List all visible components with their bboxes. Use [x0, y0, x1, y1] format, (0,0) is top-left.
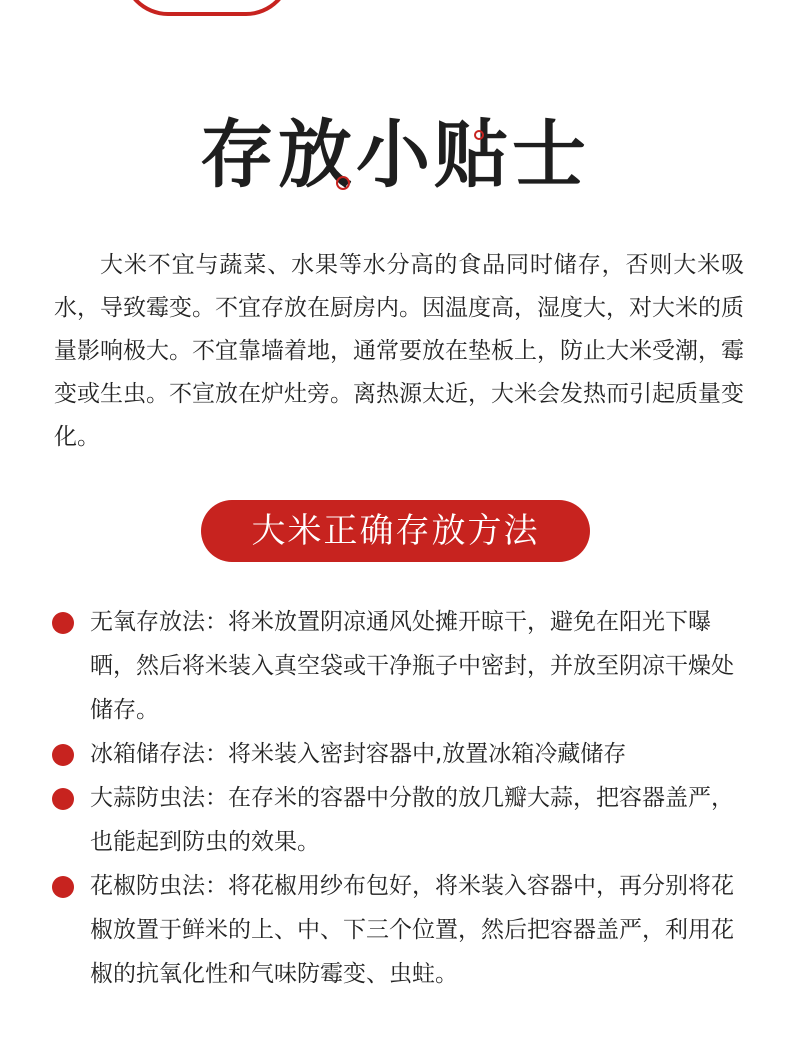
- list-item: [52, 600, 752, 732]
- method-text: 冰箱储存法：将米装入密封容器中,放置冰箱冷藏储存: [90, 741, 627, 767]
- bowl-ornament-icon: [122, 0, 292, 16]
- list-item: [52, 864, 752, 996]
- red-dot-icon: [52, 788, 74, 810]
- red-dot-icon: [52, 876, 74, 898]
- method-text: 大蒜防虫法：在存米的容器中分散的放几瓣大蒜，把容器盖严，也能起到防虫的效果。: [90, 785, 734, 855]
- title-decoration-dot-icon: [336, 176, 350, 190]
- intro-paragraph: 大米不宜与蔬菜、水果等水分高的食品同时储存，否则大米吸水，导致霉变。不宜存放在厨房内。因温度高，湿度大，对大米的质量影响极大。不宜靠墙着地，通常要放在垫板上，防止大米受潮，霉变或生虫。不宣放在炉灶旁。离热源太近，大米会发热而引起质量变化。: [54, 252, 744, 450]
- red-dot-icon: [52, 612, 74, 634]
- method-text: 无氧存放法：将米放置阴凉通风处摊开晾干，避免在阳光下曝晒，然后将米装入真空袋或干净瓶子中密封，并放至阴凉干燥处储存。: [90, 609, 734, 723]
- storage-method-list: [52, 600, 752, 996]
- red-dot-icon: [52, 744, 74, 766]
- list-item: [52, 776, 752, 864]
- section-header-badge: 大米正确存放方法: [201, 500, 590, 562]
- method-text: 花椒防虫法：将花椒用纱布包好，将米装入容器中，再分别将花椒放置于鲜米的上、中、下三个位置，然后把容器盖严，利用花椒的抗氧化性和气味防霉变、虫蛀。: [90, 873, 734, 987]
- title-decoration-dot-icon: [474, 130, 484, 140]
- page-title: 存放小贴士: [200, 112, 590, 198]
- list-item: [52, 732, 752, 776]
